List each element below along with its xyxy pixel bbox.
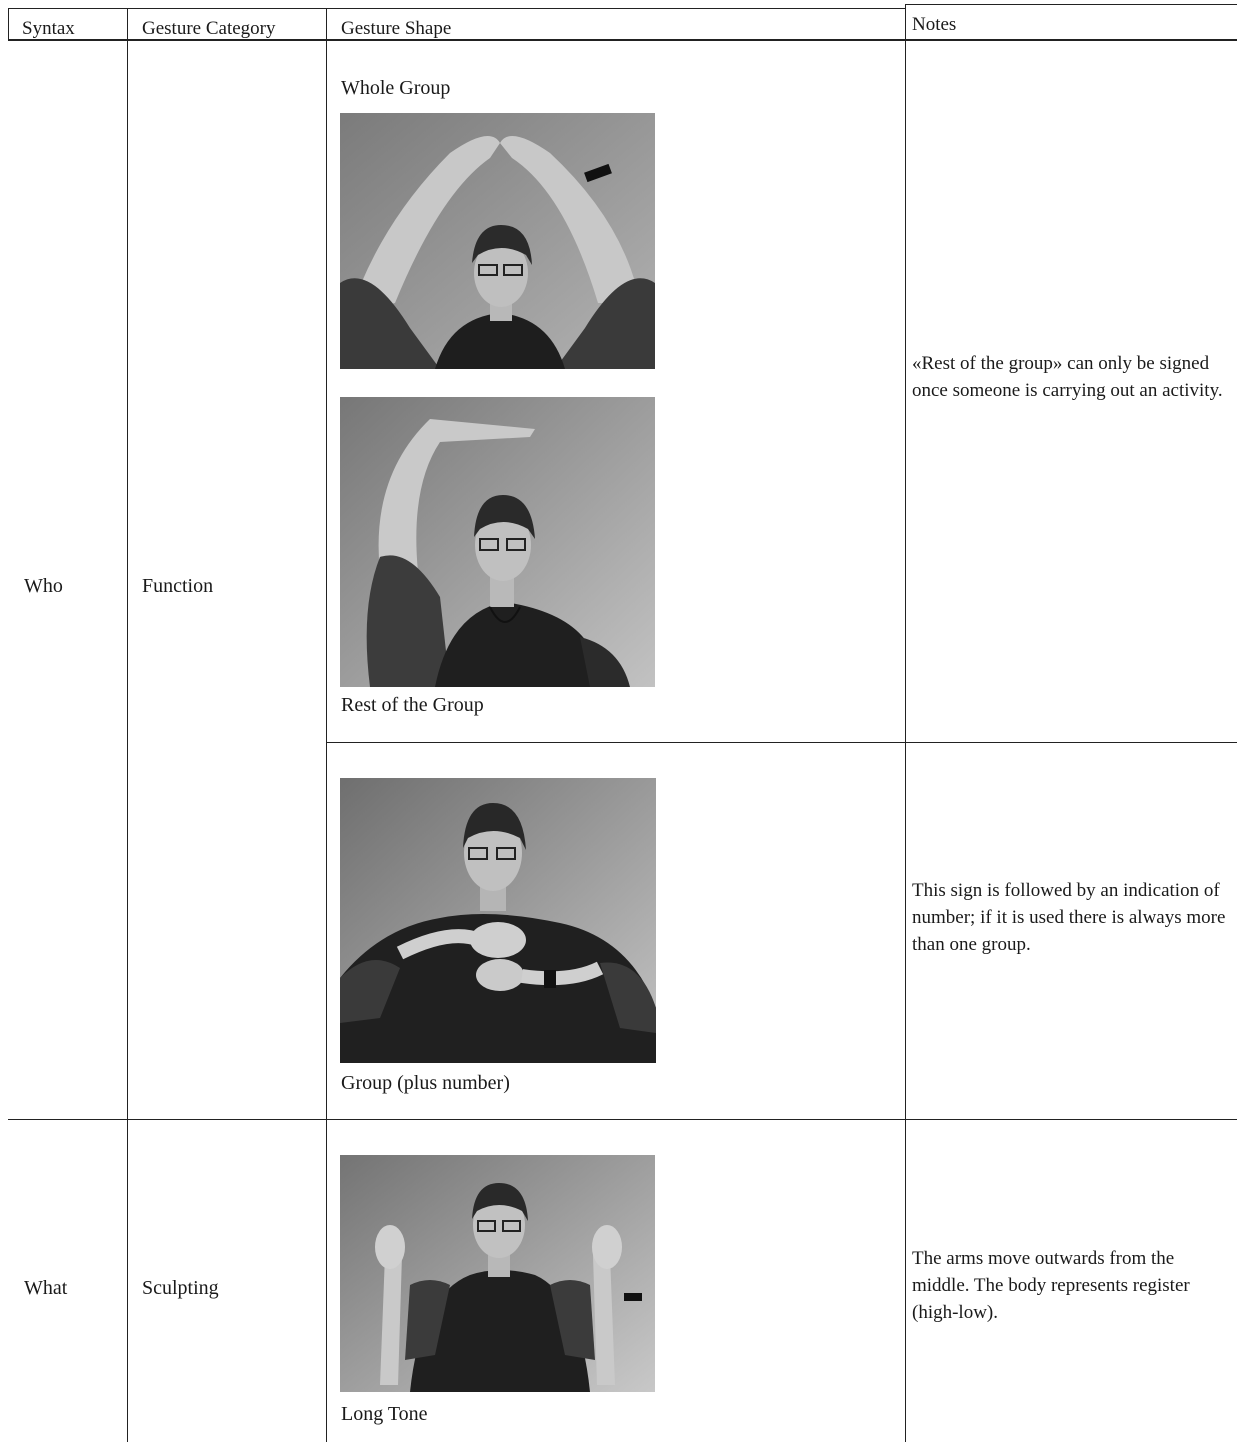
column-rule-3 (905, 4, 906, 1442)
header-syntax: Syntax (22, 18, 75, 39)
table-left-rule (8, 8, 9, 40)
group-plus-number-photo (340, 778, 656, 1063)
column-rule-2 (326, 8, 327, 1442)
header-bottom-rule (8, 39, 1237, 41)
row-divider-rule (8, 1119, 1237, 1120)
header-notes: Notes (912, 14, 957, 35)
shape-caption: Group (plus number) (341, 1072, 510, 1094)
header-gesture-shape: Gesture Shape (341, 18, 452, 39)
table-top-rule (8, 8, 905, 9)
shape-caption: Rest of the Group (341, 694, 484, 716)
shape-caption: Long Tone (341, 1403, 428, 1425)
notes-top-rule (905, 4, 1237, 5)
notes-cell: This sign is followed by an indication of number; if it is used there is always more than one group. (912, 880, 1226, 955)
shape-label: Whole Group (341, 77, 451, 99)
notes-cell: «Rest of the group» can only be signed once someone is carrying out an activity. (912, 353, 1223, 401)
long-tone-photo (340, 1155, 655, 1392)
notes-cell: The arms move outwards from the middle. The body represents register (high-low). (912, 1248, 1190, 1323)
whole-group-photo (340, 113, 655, 369)
syntax-cell: Who (24, 575, 63, 597)
shape-divider-rule (326, 742, 1237, 743)
category-cell: Function (142, 575, 214, 597)
rest-of-group-photo (340, 397, 655, 687)
header-gesture-category: Gesture Category (142, 18, 276, 39)
column-rule-1 (127, 8, 128, 1442)
syntax-cell: What (24, 1277, 68, 1299)
category-cell: Sculpting (142, 1277, 219, 1299)
